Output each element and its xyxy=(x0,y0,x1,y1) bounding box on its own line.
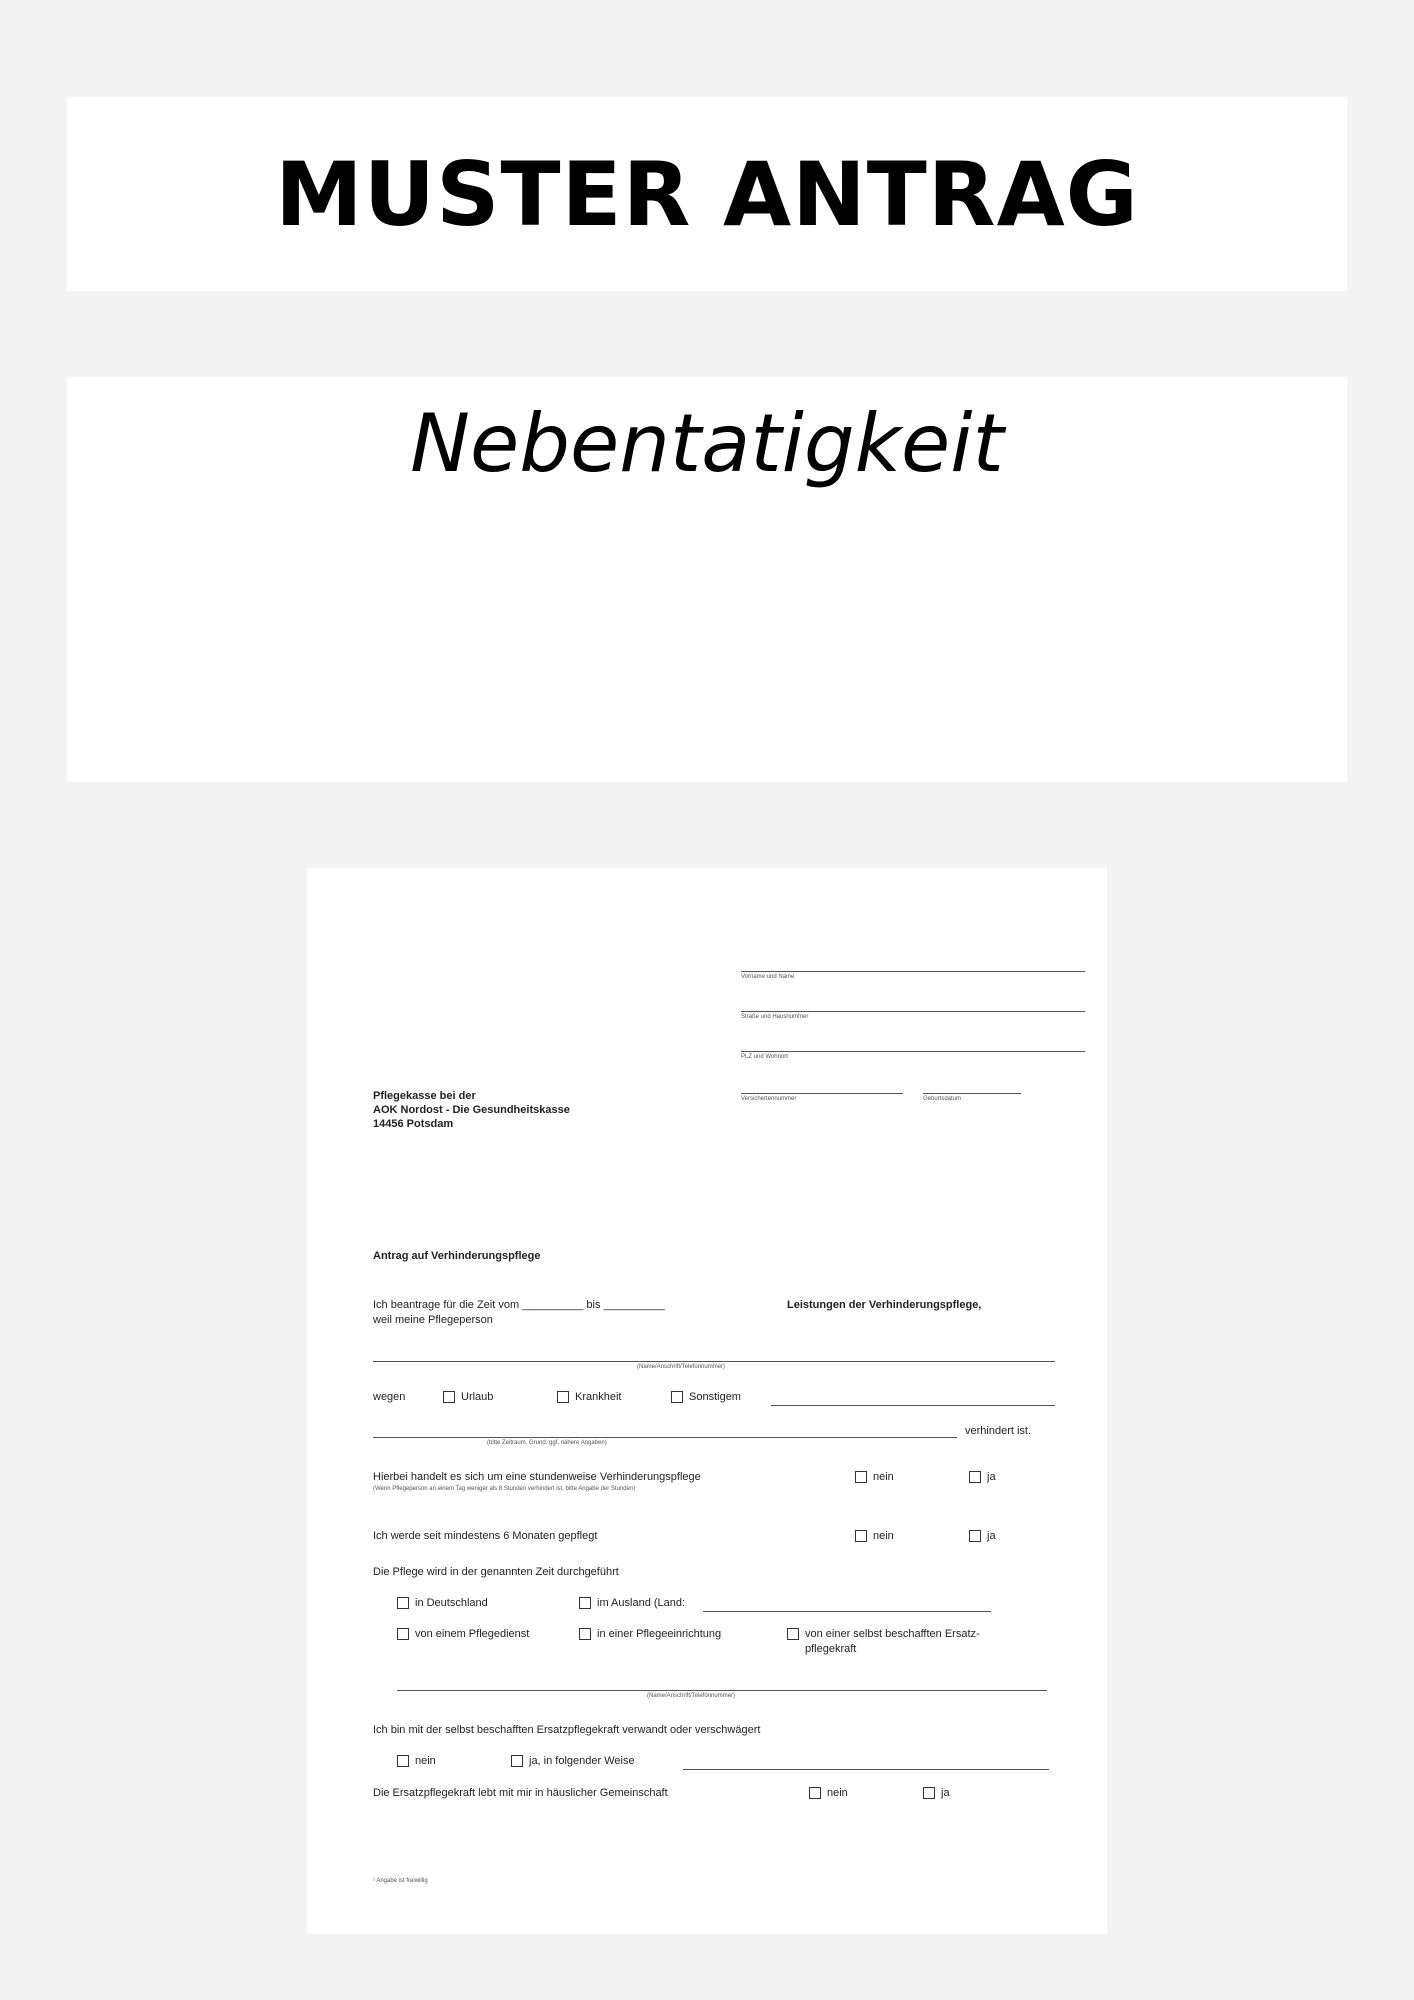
city-field-line xyxy=(741,1051,1085,1052)
hourly-nein-checkbox[interactable] xyxy=(855,1471,867,1483)
recipient-line-1: Pflegekasse bei der xyxy=(373,1090,476,1102)
name-field-label: Vorname und Name xyxy=(741,974,795,980)
question-household: Die Ersatzpflegekraft lebt mit mir in häuslicher Gemeinschaft xyxy=(373,1787,668,1799)
sonstigem-label: Sonstigem xyxy=(689,1391,741,1403)
recipient-line-2: AOK Nordost - Die Gesundheitskasse xyxy=(373,1104,570,1116)
street-field-line xyxy=(741,1011,1085,1012)
related-nein-label: nein xyxy=(415,1755,436,1767)
ausland-label: im Ausland (Land: xyxy=(597,1597,686,1609)
birthdate-line xyxy=(923,1093,1021,1094)
name-field-line xyxy=(741,971,1085,972)
subtitle-banner xyxy=(67,377,1347,782)
reason-caption: (bitte Zeitraum, Grund, ggf. nähere Angaben) xyxy=(487,1440,607,1446)
ersatz-label: von einer selbst beschafften Ersatz- xyxy=(805,1628,980,1640)
related-ja-checkbox[interactable] xyxy=(511,1755,523,1767)
request-line: Ich beantrage für die Zeit vom __________ bis __________ xyxy=(373,1299,665,1311)
footnote: ¹ Angabe ist freiwillig xyxy=(373,1878,428,1884)
question-six-months: Ich werde seit mindestens 6 Monaten gepflegt xyxy=(373,1530,598,1542)
einrichtung-label: in einer Pflegeeinrichtung xyxy=(597,1628,722,1640)
household-ja-checkbox[interactable] xyxy=(923,1787,935,1799)
insurance-number-label: Versichertennummer xyxy=(741,1096,797,1102)
insurance-number-line xyxy=(741,1093,903,1094)
urlaub-label: Urlaub xyxy=(461,1391,494,1403)
reason-line xyxy=(373,1437,957,1438)
ersatz-contact-line xyxy=(397,1690,1047,1691)
ausland-checkbox[interactable] xyxy=(579,1597,591,1609)
deutschland-label: in Deutschland xyxy=(415,1597,488,1609)
urlaub-checkbox[interactable] xyxy=(443,1391,455,1403)
request-line-bold: Leistungen der Verhinderungspflege, xyxy=(787,1299,982,1311)
street-field-label: Straße und Hausnummer xyxy=(741,1014,809,1020)
pflegedienst-checkbox[interactable] xyxy=(397,1628,409,1640)
recipient-line-3: 14456 Potsdam xyxy=(373,1118,454,1130)
caregiver-caption: (Name/Anschrift/Telefonnummer) xyxy=(637,1364,726,1370)
caregiver-line xyxy=(373,1361,1055,1362)
form-preview-image xyxy=(307,868,1107,1934)
related-line xyxy=(683,1769,1049,1770)
pflegedienst-label: von einem Pflegedienst xyxy=(415,1628,530,1640)
hourly-ja-checkbox[interactable] xyxy=(969,1471,981,1483)
ersatz-label-2: pflegekraft xyxy=(805,1643,857,1655)
wegen-label: wegen xyxy=(373,1391,406,1403)
title-banner xyxy=(67,97,1347,291)
einrichtung-checkbox[interactable] xyxy=(579,1628,591,1640)
six-months-nein-checkbox[interactable] xyxy=(855,1530,867,1542)
city-field-label: PLZ und Wohnort xyxy=(741,1054,788,1060)
page-title: MUSTER ANTRAG xyxy=(275,142,1139,246)
question-hourly-note: (Wenn Pflegeperson an einem Tag weniger als 8 Stunden verhindert ist, bitte Angabe der Stunden) xyxy=(373,1486,636,1492)
related-ja-label: ja, in folgender Weise xyxy=(529,1755,635,1767)
birthdate-label: Geburtsdatum xyxy=(923,1096,962,1102)
question-location: Die Pflege wird in der genannten Zeit durchgeführt xyxy=(373,1566,619,1578)
question-hourly: Hierbei handelt es sich um eine stundenweise Verhinderungspflege xyxy=(373,1471,701,1483)
hourly-nein-label: nein xyxy=(873,1471,894,1483)
deutschland-checkbox[interactable] xyxy=(397,1597,409,1609)
request-line-2: weil meine Pflegeperson xyxy=(373,1314,493,1326)
page-subtitle: Nebentatigkeit xyxy=(410,397,1004,490)
ersatz-contact-caption: (Name/Anschrift/Telefonnummer) xyxy=(647,1693,736,1699)
six-months-ja-checkbox[interactable] xyxy=(969,1530,981,1542)
krankheit-label: Krankheit xyxy=(575,1391,622,1403)
hourly-ja-label: ja xyxy=(987,1471,996,1483)
krankheit-checkbox[interactable] xyxy=(557,1391,569,1403)
six-months-ja-label: ja xyxy=(987,1530,996,1542)
household-ja-label: ja xyxy=(941,1787,950,1799)
question-related: Ich bin mit der selbst beschafften Ersatzpflegekraft verwandt oder verschwägert xyxy=(373,1724,761,1736)
form-heading: Antrag auf Verhinderungspflege xyxy=(373,1250,541,1262)
sonstigem-checkbox[interactable] xyxy=(671,1391,683,1403)
ausland-line xyxy=(703,1611,991,1612)
six-months-nein-label: nein xyxy=(873,1530,894,1542)
household-nein-label: nein xyxy=(827,1787,848,1799)
verhindert-label: verhindert ist. xyxy=(965,1425,1032,1437)
ersatz-checkbox[interactable] xyxy=(787,1628,799,1640)
sonstigem-line xyxy=(771,1405,1055,1406)
household-nein-checkbox[interactable] xyxy=(809,1787,821,1799)
related-nein-checkbox[interactable] xyxy=(397,1755,409,1767)
